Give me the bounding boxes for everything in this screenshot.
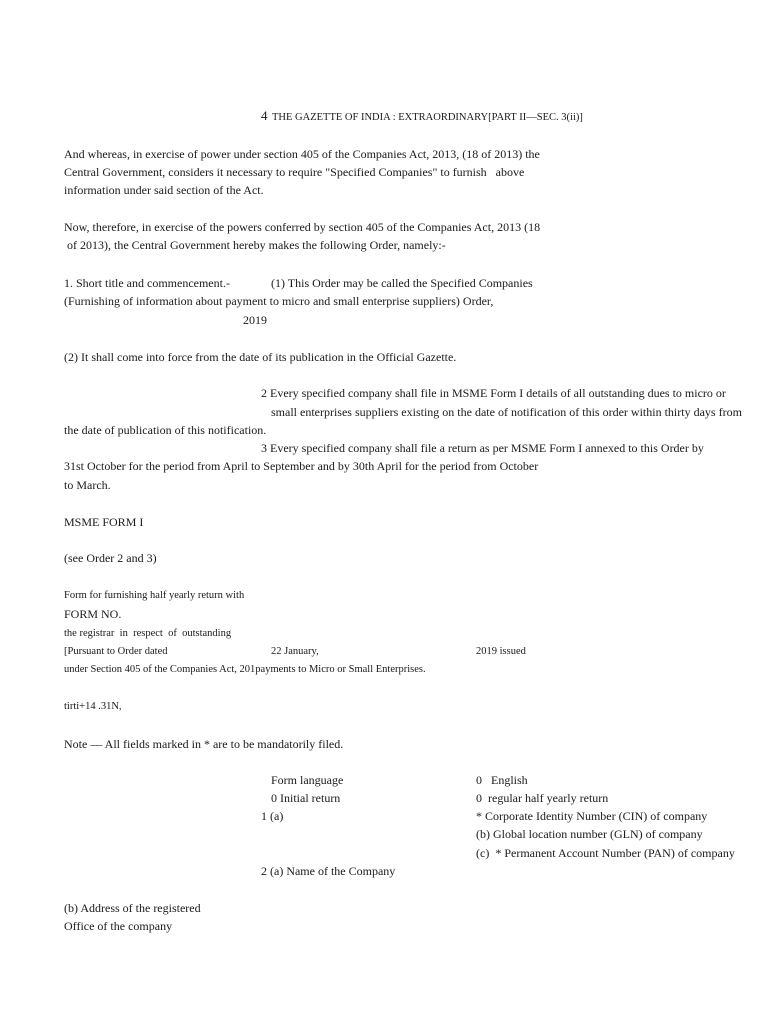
whereas-line-3: information under said section of the Act. [64, 183, 264, 197]
pursuant-to-order: [Pursuant to Order dated [64, 646, 168, 657]
item-1b-gln: (b) Global location number (GLN) of company [476, 827, 703, 841]
form-title: MSME FORM I [64, 515, 144, 529]
now-therefore-line-2: of 2013), the Central Government hereby makes the following Order, namely:- [64, 238, 446, 252]
clause-2-line-2: small enterprises suppliers existing on the date of notification of this order within thirty days from [271, 405, 742, 419]
item-2b-address-line-1: (b) Address of the registered [64, 901, 201, 915]
now-therefore-line-1: Now, therefore, in exercise of the powers conferred by section 405 of the Companies Act, 2013 (18 [64, 220, 541, 234]
under-section: under Section 405 of the Companies Act, 201payments to Micro or Small Enterprises. [64, 664, 426, 675]
form-desc-line-3: the registrar in respect of outstanding [64, 628, 232, 639]
clause-2-line-3: the date of publication of this notification. [64, 423, 267, 437]
form-no: FORM NO. [64, 607, 122, 621]
item-1a-label: 1 (a) [261, 809, 284, 823]
item-2b-address-line-2: Office of the company [64, 919, 173, 933]
clause-3-line-2: 31st October for the period from April to September and by 30th April for the period from October [64, 459, 539, 473]
clause-1-2: (2) It shall come into force from the date of its publication in the Official Gazette. [64, 350, 457, 364]
clause-1-text: (1) This Order may be called the Specified Companies [271, 276, 533, 290]
mandatory-note: Note — All fields marked in * are to be mandatorily filed. [64, 737, 344, 751]
regular-return-option: 0 regular half yearly return [476, 791, 609, 805]
clause-1-line-2: (Furnishing of information about payment to micro and small enterprise suppliers) Order, [64, 294, 494, 308]
form-language-label: Form language [271, 773, 344, 787]
item-2a-company-name: 2 (a) Name of the Company [261, 864, 396, 878]
page-number: 4 [261, 108, 268, 123]
garbled-text: tirti+14 .31N, [64, 701, 122, 712]
form-language-value: 0 English [476, 773, 528, 787]
item-1c-pan: (c) * Permanent Account Number (PAN) of company [476, 846, 735, 860]
gazette-header: THE GAZETTE OF INDIA : EXTRAORDINARY[PART II—SEC. 3(ii)] [272, 112, 583, 123]
clause-3-line-3: to March. [64, 478, 111, 492]
clause-1-year: 2019 [243, 313, 267, 327]
clause-2-line-1: 2 Every specified company shall file in MSME Form I details of all outstanding dues to micro or [261, 386, 726, 400]
form-desc-line-1: Form for furnishing half yearly return with [64, 590, 245, 601]
clause-1-heading: 1. Short title and commencement.- [64, 276, 230, 290]
whereas-line-1: And whereas, in exercise of power under section 405 of the Companies Act, 2013, (18 of 2013) the [64, 147, 540, 161]
item-1a-cin: * Corporate Identity Number (CIN) of company [476, 809, 708, 823]
whereas-line-2: Central Government, considers it necessary to require "Specified Companies" to furnish above [64, 165, 525, 179]
order-year-issued: 2019 issued [476, 646, 526, 657]
initial-return-option: 0 Initial return [271, 791, 341, 805]
see-order: (see Order 2 and 3) [64, 551, 157, 565]
clause-3-line-1: 3 Every specified company shall file a return as per MSME Form I annexed to this Order by [261, 441, 704, 455]
order-date: 22 January, [271, 646, 319, 657]
